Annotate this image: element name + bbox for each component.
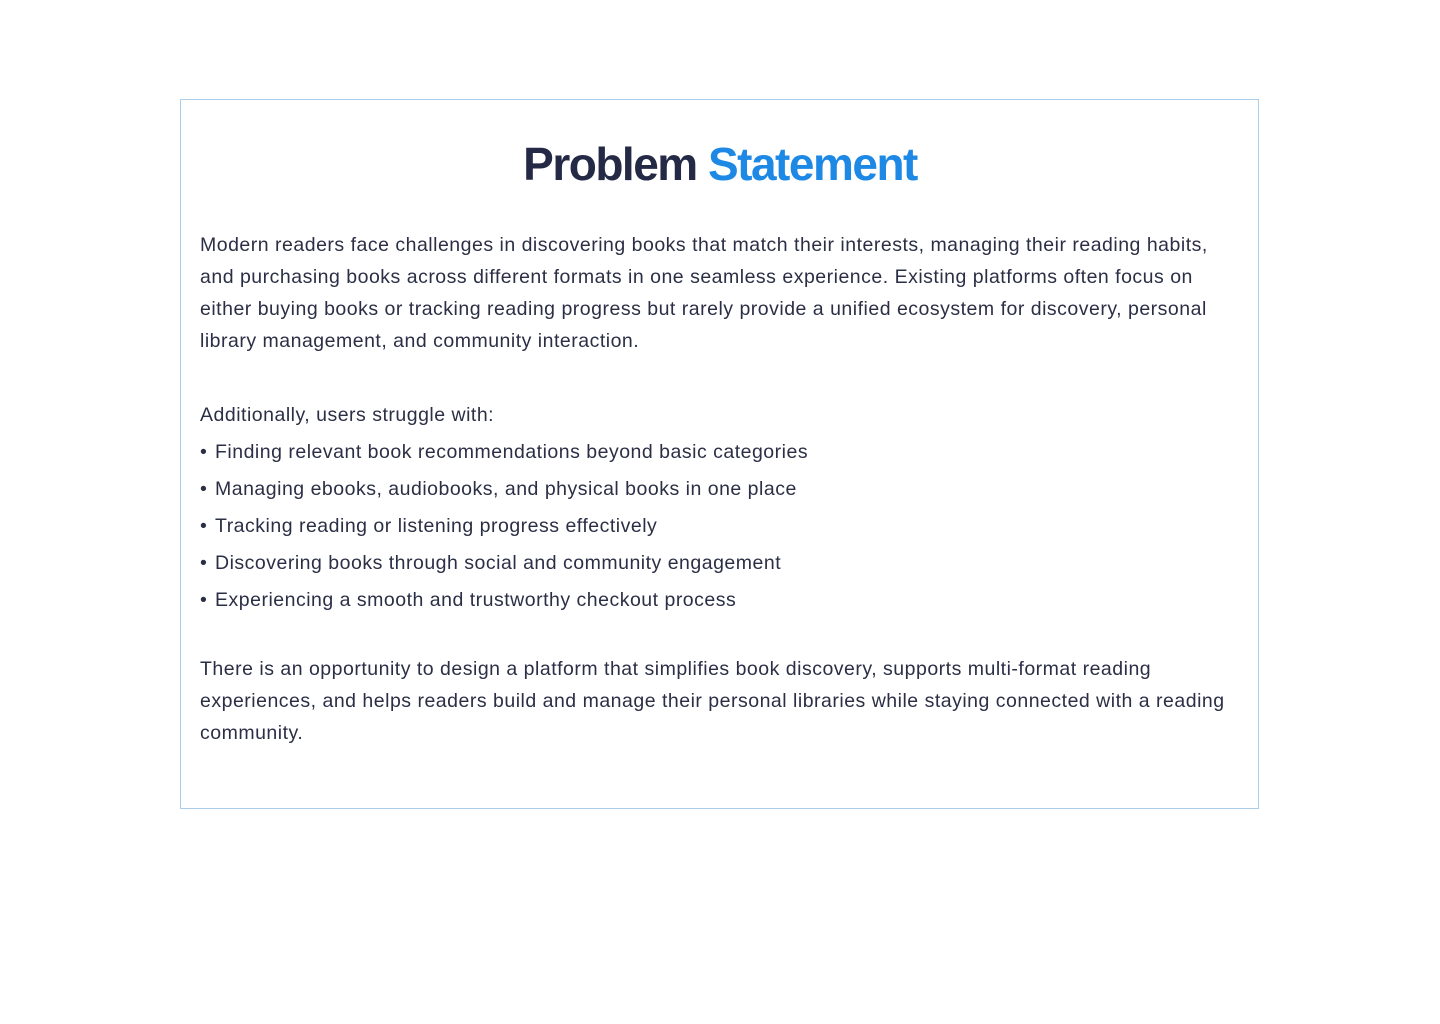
list-item-text: Experiencing a smooth and trustworthy checkout process: [215, 589, 737, 611]
problem-statement-body: [200, 229, 1245, 749]
page-title: [0, 136, 1440, 192]
struggles-list: [200, 436, 1245, 616]
bullet-icon: •: [200, 515, 208, 537]
bullet-icon: •: [200, 552, 208, 574]
list-item-text: Managing ebooks, audiobooks, and physical books in one place: [215, 478, 797, 500]
list-item-text: Discovering books through social and community engagement: [215, 552, 782, 574]
list-item: [200, 547, 1245, 579]
paragraph-opportunity: There is an opportunity to design a platform that simplifies book discovery, supports multi-format reading experiences, and helps readers build and manage their personal libraries while staying connected with a reading community.: [200, 658, 1225, 744]
title-part-problem: Problem: [523, 138, 697, 190]
list-item: [200, 473, 1245, 505]
bullet-icon: •: [200, 441, 208, 463]
title-part-statement: Statement: [707, 138, 917, 190]
list-item: [200, 510, 1245, 542]
list-item-text: Tracking reading or listening progress effectively: [215, 515, 658, 537]
list-item-text: Finding relevant book recommendations beyond basic categories: [215, 441, 809, 463]
list-item: [200, 584, 1245, 616]
bullet-icon: •: [200, 589, 208, 611]
paragraph-context: Modern readers face challenges in discovering books that match their interests, managing their reading habits, and purchasing books across different formats in one seamless experience. Existing platforms often focus on either buying books or tracking reading progress but rarely provide a unified ecosystem for discovery, personal library management, and community interaction.: [200, 234, 1208, 352]
list-item: [200, 436, 1245, 468]
bullet-icon: •: [200, 478, 208, 500]
struggles-intro: Additionally, users struggle with:: [200, 404, 495, 426]
